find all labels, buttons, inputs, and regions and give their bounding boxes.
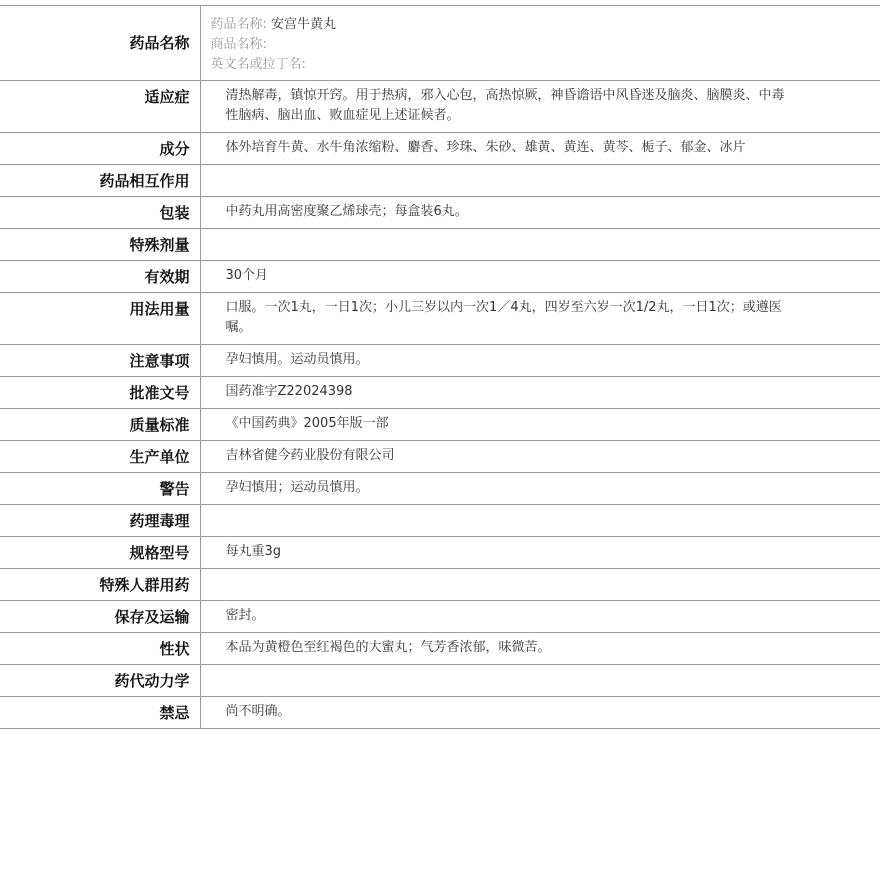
row-value: 《中国药典》2005年版一部 [200, 409, 880, 441]
row-label: 药品相互作用 [0, 165, 200, 197]
row-label: 用法用量 [0, 293, 200, 345]
row-label: 生产单位 [0, 441, 200, 473]
row-value: 清热解毒，镇惊开窍。用于热病，邪入心包，高热惊厥，神昏谵语中风昏迷及脑炎、脑膜炎、中毒性脑病、脑出血、败血症见上述证候者。 [200, 81, 880, 133]
english-name-label: 英文名或拉丁名: [210, 57, 306, 72]
row-label: 有效期 [0, 261, 200, 293]
row-value: 孕妇慎用；运动员慎用。 [200, 473, 880, 505]
info-row-indications [0, 81, 880, 133]
row-label: 警告 [0, 473, 200, 505]
info-row-contraindications [0, 697, 880, 729]
drug-name-label: 药品名称 [0, 6, 200, 81]
generic-name-value: 安宫牛黄丸 [271, 17, 337, 32]
info-row-pharmacology [0, 505, 880, 537]
row-value: 体外培育牛黄、水牛角浓缩粉、麝香、珍珠、朱砂、雄黄、黄连、黄芩、栀子、郁金、冰片 [200, 133, 880, 165]
trade-name-label: 商品名称: [210, 37, 267, 52]
row-label: 药代动力学 [0, 665, 200, 697]
row-label: 包装 [0, 197, 200, 229]
row-label: 规格型号 [0, 537, 200, 569]
info-row-precautions [0, 345, 880, 377]
english-name-line [211, 55, 791, 75]
row-label: 药理毒理 [0, 505, 200, 537]
generic-name-line [211, 15, 791, 35]
drug-info-table [0, 5, 880, 729]
row-label: 特殊剂量 [0, 229, 200, 261]
trade-name-line [211, 35, 791, 55]
generic-name-label: 药品名称: [210, 17, 267, 32]
row-value [200, 505, 880, 537]
info-row-pharmacokinetics [0, 665, 880, 697]
row-label: 特殊人群用药 [0, 569, 200, 601]
row-value: 吉林省健今药业股份有限公司 [200, 441, 880, 473]
info-row-ingredients [0, 133, 880, 165]
row-label: 性状 [0, 633, 200, 665]
row-value: 孕妇慎用。运动员慎用。 [200, 345, 880, 377]
row-value [200, 665, 880, 697]
row-label: 禁忌 [0, 697, 200, 729]
row-value: 国药准字Z22024398 [200, 377, 880, 409]
row-value: 30个月 [200, 261, 880, 293]
info-row-approval-number [0, 377, 880, 409]
info-row-interactions [0, 165, 880, 197]
row-value [200, 165, 880, 197]
info-row-warning [0, 473, 880, 505]
info-row-storage [0, 601, 880, 633]
info-row-shelf-life [0, 261, 880, 293]
info-row-manufacturer [0, 441, 880, 473]
info-row-special-dosage [0, 229, 880, 261]
row-label: 成分 [0, 133, 200, 165]
drug-name-row [0, 6, 880, 81]
info-row-specification [0, 537, 880, 569]
row-value: 中药丸用高密度聚乙烯球壳；每盒装6丸。 [200, 197, 880, 229]
info-row-packaging [0, 197, 880, 229]
row-value [200, 229, 880, 261]
info-row-dosage [0, 293, 880, 345]
drug-name-details [200, 6, 880, 81]
row-value: 尚不明确。 [200, 697, 880, 729]
row-label: 批准文号 [0, 377, 200, 409]
info-row-appearance [0, 633, 880, 665]
info-row-quality-standard [0, 409, 880, 441]
row-label: 适应症 [0, 81, 200, 133]
row-value: 每丸重3g [200, 537, 880, 569]
row-value: 密封。 [200, 601, 880, 633]
row-label: 保存及运输 [0, 601, 200, 633]
row-value: 本品为黄橙色至红褐色的大蜜丸；气芳香浓郁，味微苦。 [200, 633, 880, 665]
row-value [200, 569, 880, 601]
row-value: 口服。一次1丸，一日1次；小儿三岁以内一次1／4丸，四岁至六岁一次1/2丸，一日1次；或遵医嘱。 [200, 293, 880, 345]
row-label: 注意事项 [0, 345, 200, 377]
info-row-special-populations [0, 569, 880, 601]
row-label: 质量标准 [0, 409, 200, 441]
